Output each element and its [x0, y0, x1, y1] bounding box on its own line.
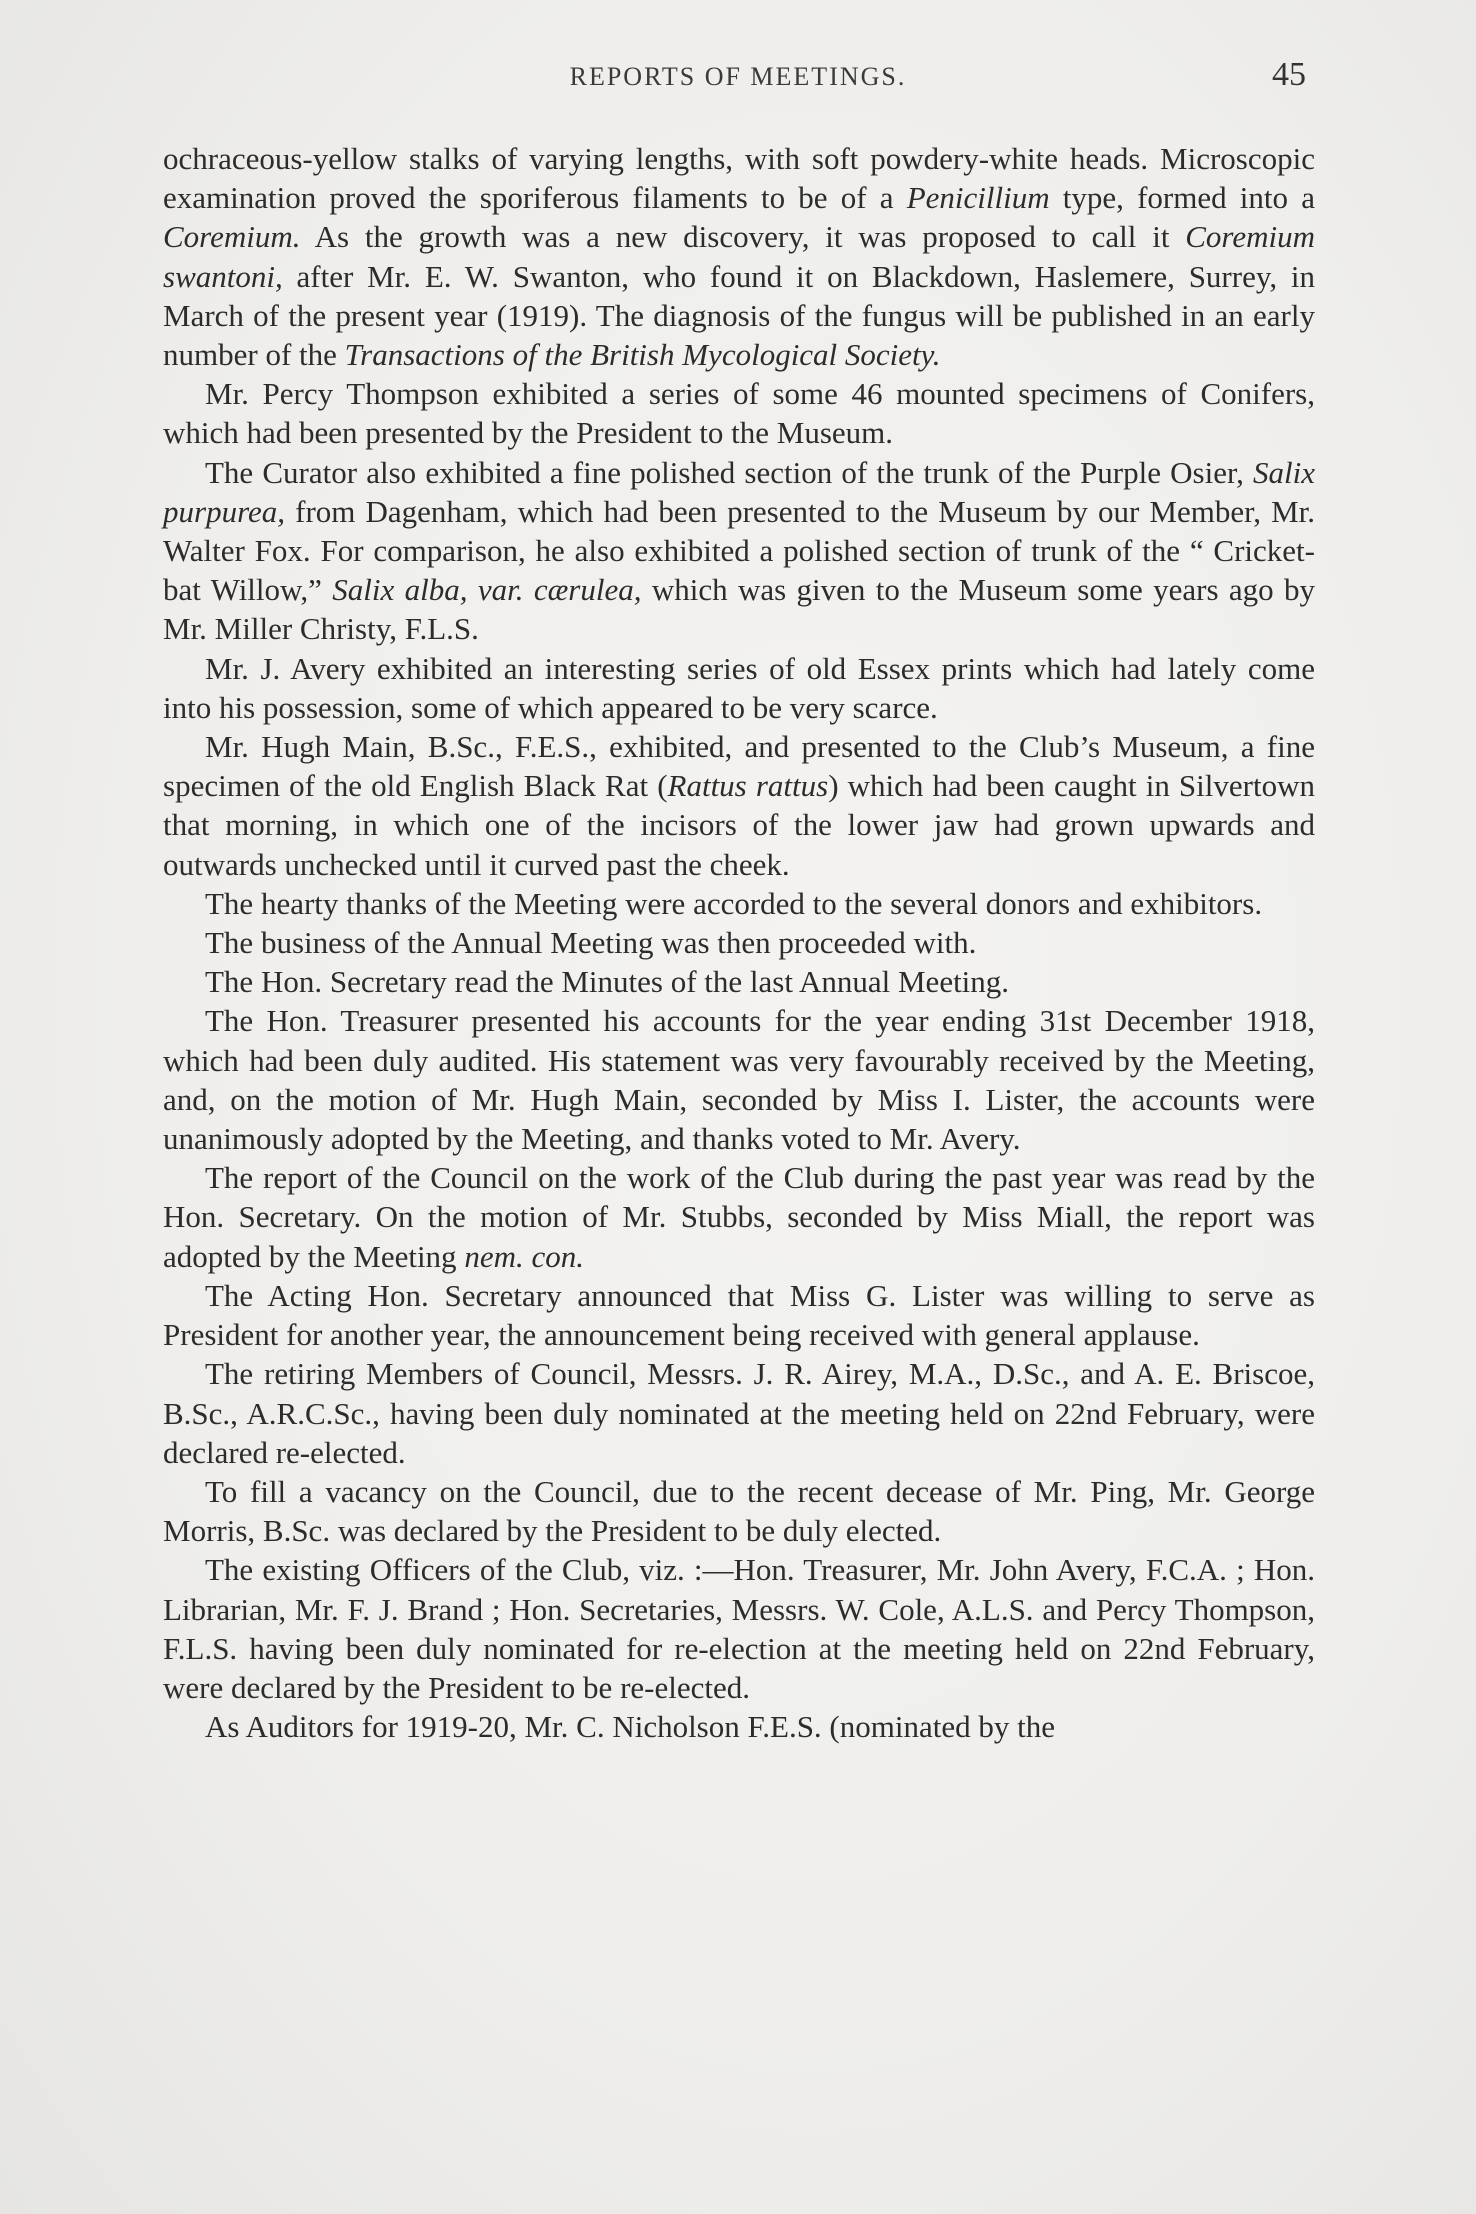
text-run: Mr. J. Avery exhibited an interesting series of old Essex prints which had lately come into his possession, some of which appeared to be very scarce.	[163, 650, 1315, 725]
italic-text: Coremium swantoni,	[163, 219, 1315, 294]
running-head	[0, 56, 1476, 102]
paragraph	[163, 374, 1315, 452]
paragraph	[163, 1472, 1315, 1550]
page-number: 45	[1272, 56, 1306, 93]
text-run: The retiring Members of Council, Messrs. J. R. Airey, M.A., D.Sc., and A. E. Briscoe, B.Sc., A.R.C.Sc., having been duly nominated at the meeting held on 22nd February, were declared re-elected.	[163, 1356, 1315, 1470]
paragraph	[163, 649, 1315, 727]
paragraph	[163, 1354, 1315, 1472]
paragraph	[163, 1550, 1315, 1707]
body-text	[163, 139, 1315, 1746]
text-run: ochraceous-yellow stalks of varying lengths, with soft powdery-white heads. Microscopic examination proved the sporiferous filaments to be of a	[163, 141, 1315, 216]
paragraph	[163, 1001, 1315, 1158]
paragraph	[163, 1707, 1315, 1746]
text-run: The report of the Council on the work of the Club during the past year was read by the Hon. Secretary. On the motion of Mr. Stubbs, seconded by Miss Miall, the report was adopted by the Meeting	[163, 1160, 1315, 1274]
text-run: from Dagenham, which had been presented to the Museum by our Member, Mr. Walter Fox. For comparison, he also exhibited a polished section of trunk of the “ Cricket-bat Willow,”	[163, 493, 1315, 608]
text-run: which was given to the Museum some years ago by Mr. Miller Christy, F.L.S.	[163, 572, 1315, 647]
text-run: The existing Officers of the Club, viz. :—Hon. Treasurer, Mr. John Avery, F.C.A. ; Hon. Librarian, Mr. F. J. Brand ; Hon. Secretaries, Messrs. W. Cole, A.L.S. and Percy Thompson, F.L.S. having been duly nominated for re-election at the meeting held on 22nd February, were declared by the President to be re-elected.	[163, 1552, 1315, 1705]
paragraph	[163, 453, 1315, 649]
italic-text: Salix alba, var. cærulea,	[332, 572, 642, 608]
paragraph	[163, 1276, 1315, 1354]
text-run: The Curator also exhibited a fine polished section of the trunk of the Purple Osier,	[205, 454, 1253, 490]
paragraph	[163, 923, 1315, 962]
italic-text: Penicillium	[906, 180, 1050, 216]
paragraph	[163, 139, 1315, 374]
text-run: The Acting Hon. Secretary announced that Miss G. Lister was willing to serve as President for another year, the announcement being received with general applause.	[163, 1277, 1315, 1353]
text-run: after Mr. E. W. Swanton, who found it on Blackdown, Haslemere, Surrey, in March of the present year (1919). The diagnosis of the fungus will be published in an early number of the	[163, 258, 1315, 373]
text-run: The Hon. Treasurer presented his accounts for the year ending 31st December 1918, which had been duly audited. His statement was very favourably received by the Meeting, and, on the motion of Mr. Hugh Main, seconded by Miss I. Lister, the accounts were unanimously adopted by the Meeting, and thanks voted to Mr. Avery.	[163, 1003, 1315, 1157]
text-run: type, formed into a	[1049, 180, 1315, 216]
paragraph	[163, 1158, 1315, 1276]
paragraph	[163, 884, 1315, 923]
running-title: REPORTS OF MEETINGS.	[569, 62, 907, 91]
paragraph	[163, 962, 1315, 1001]
paragraph	[163, 727, 1315, 884]
text-run: ) which had been caught in Silvertown that morning, in which one of the incisors of the lower jaw had grown upwards and outwards unchecked until it curved past the cheek.	[163, 768, 1315, 882]
italic-text: Transactions of the British Mycological Society.	[344, 337, 941, 373]
italic-text: Rattus rattus	[667, 768, 829, 804]
text-run: As Auditors for 1919-20, Mr. C. Nicholson F.E.S. (nominated by the	[205, 1709, 1055, 1745]
text-run: To fill a vacancy on the Council, due to the recent decease of Mr. Ping, Mr. George Morris, B.Sc. was declared by the President to be duly elected.	[163, 1473, 1315, 1549]
italic-text: nem. con.	[464, 1238, 584, 1274]
text-run: The business of the Annual Meeting was then proceeded with.	[205, 925, 977, 961]
italic-text: Salix purpurea,	[163, 454, 1315, 529]
text-run: Mr. Percy Thompson exhibited a series of some 46 mounted specimens of Conifers, which had been presented by the President to the Museum.	[163, 376, 1315, 451]
text-run: As the growth was a new discovery, it was proposed to call it	[300, 219, 1186, 255]
text-run: Mr. Hugh Main, B.Sc., F.E.S., exhibited, and presented to the Club’s Museum, a fine specimen of the old English Black Rat (	[163, 729, 1315, 804]
text-run: The Hon. Secretary read the Minutes of the last Annual Meeting.	[205, 964, 1010, 1000]
text-run: The hearty thanks of the Meeting were accorded to the several donors and exhibitors.	[205, 885, 1263, 921]
italic-text: Coremium.	[163, 219, 301, 255]
